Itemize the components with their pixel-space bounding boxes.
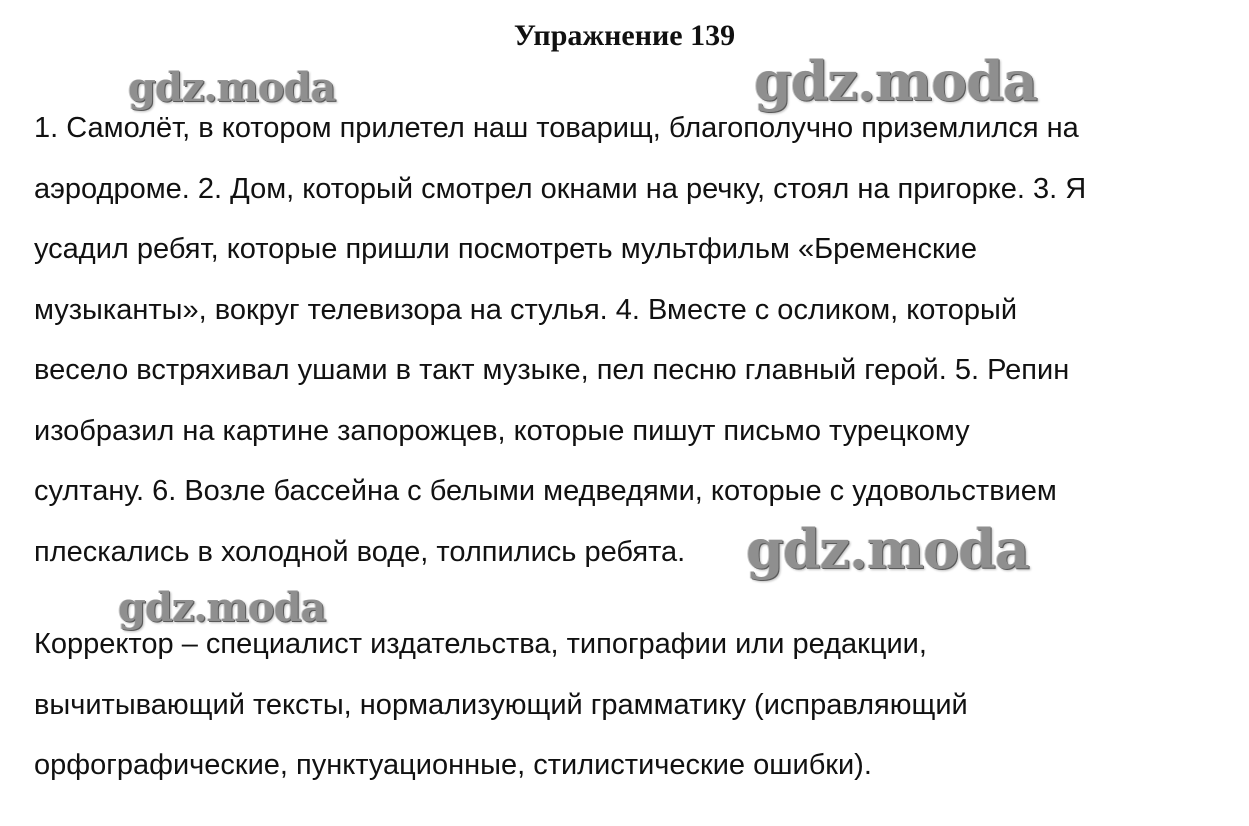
definition-paragraph	[34, 614, 1204, 796]
text-line: усадил ребят, которые пришли посмотреть мультфильм «Бременские	[34, 233, 977, 265]
text-line: аэродроме. 2. Дом, который смотрел окнами на речку, стоял на пригорке. 3. Я	[34, 172, 1087, 205]
exercise-answer	[34, 98, 1204, 582]
text-line: Корректор – специалист издательства, типографии или редакции,	[34, 628, 927, 660]
text-line: орфографические, пунктуационные, стилистические ошибки).	[34, 749, 872, 781]
text-line: султану. 6. Возле бассейна с белыми медведями, которые с удовольствием	[34, 475, 1057, 507]
text-line: весело встряхивал ушами в такт музыке, пел песню главный герой. 5. Репин	[34, 354, 1070, 386]
watermark: gdz.moda	[754, 49, 1037, 113]
watermark: gdz.moda	[128, 64, 336, 111]
text-line: изобразил на картине запорожцев, которые пишут письмо турецкому	[34, 414, 970, 447]
page-title: Упражнение 139	[513, 19, 736, 52]
text-line: вычитывающий тексты, нормализующий грамматику (исправляющий	[34, 688, 968, 721]
text-line: плескались в холодной воде, толпились ребята.	[34, 535, 686, 568]
watermark: gdz.moda	[118, 584, 326, 631]
text-line: 1. Самолёт, в котором прилетел наш товарищ, благополучно приземлился на	[34, 112, 1079, 144]
text-line: музыканты», вокруг телевизора на стулья. 4. Вместе с осликом, который	[34, 293, 1018, 326]
watermark: gdz.moda	[746, 517, 1029, 581]
